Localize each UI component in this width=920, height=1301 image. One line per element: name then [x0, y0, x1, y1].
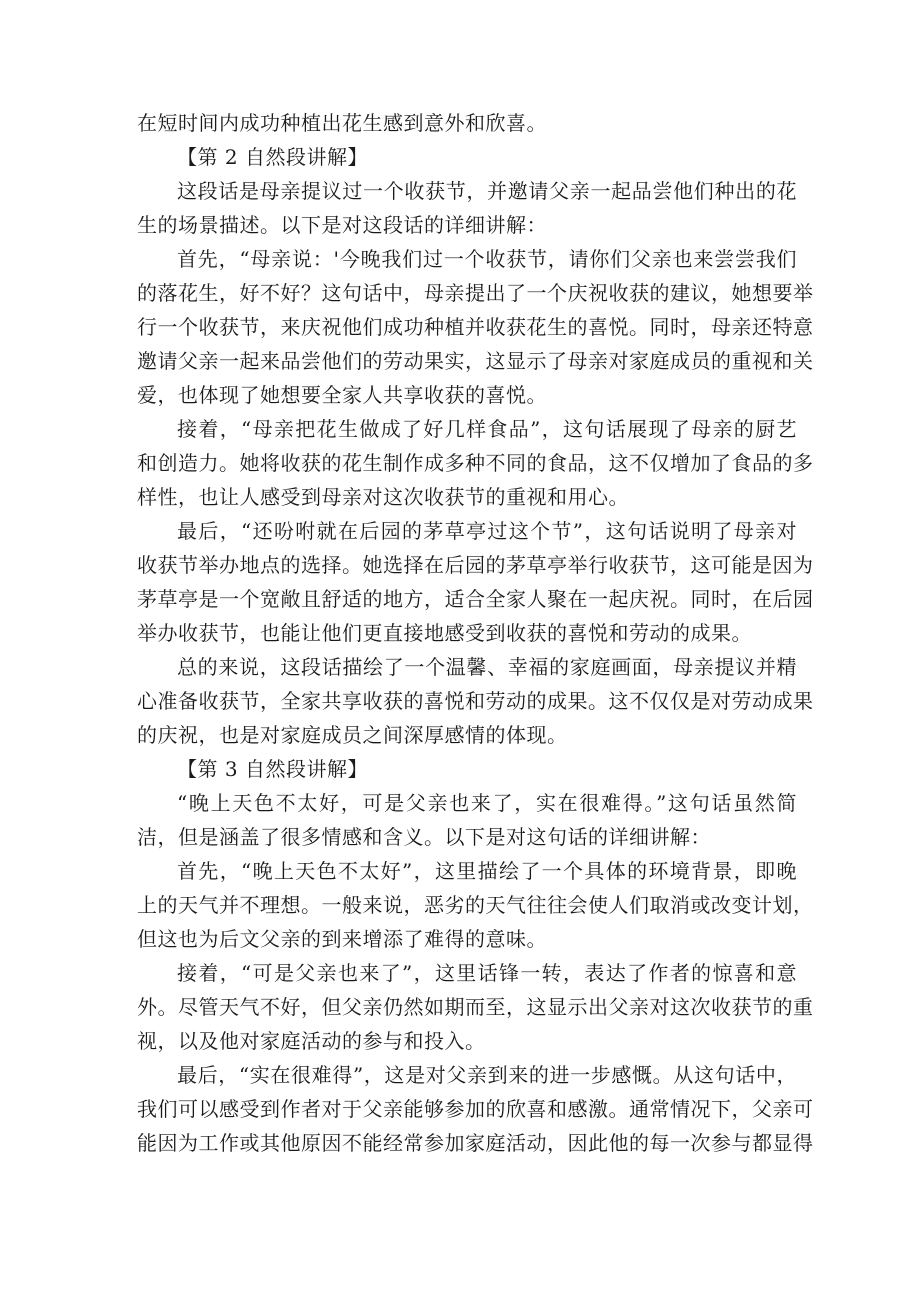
text-line: “晚上天色不太好，可是父亲也来了，实在很难得。”这句话虽然简 [177, 791, 797, 815]
text-line: 外。尽管天气不好，但父亲仍然如期而至，这显示出父亲对这次收获节的重 [137, 995, 814, 1019]
text-line: 上的天气并不理想。一般来说，恶劣的天气往往会使人们取消或改变计划， [137, 893, 814, 917]
text-line: 邀请父亲一起来品尝他们的劳动果实，这显示了母亲对家庭成员的重视和关 [137, 349, 814, 373]
text-line: 心准备收获节，全家共享收获的喜悦和劳动的成果。这不仅仅是对劳动成果 [137, 689, 814, 713]
section-heading [137, 752, 797, 786]
heading-text: 【第 2 自然段讲解】 [177, 145, 368, 169]
text-line: 茅草亭是一个宽敞且舒适的地方，适合全家人聚在一起庆祝。同时，在后园 [137, 587, 814, 611]
paragraph [137, 242, 814, 412]
text-line: 生的场景描述。以下是对这段话的详细讲解： [137, 213, 547, 237]
text-line: 我们可以感受到作者对于父亲能够参加的欣喜和感激。通常情况下，父亲可 [137, 1097, 814, 1121]
text-line: 这段话是母亲提议过一个收获节，并邀请父亲一起品尝他们种出的花 [177, 179, 797, 203]
text-line: 总的来说，这段话描绘了一个温馨、幸福的家庭画面，母亲提议并精 [177, 655, 797, 679]
paragraph [137, 412, 814, 514]
text-line: 首先，“晚上天色不太好”，这里描绘了一个具体的环境背景，即晚 [177, 859, 797, 883]
paragraph [137, 854, 814, 956]
paragraph [137, 786, 797, 854]
document-page [137, 106, 814, 1160]
heading-text: 【第 3 自然段讲解】 [177, 757, 368, 781]
text-line: 首先，“母亲说：'今晚我们过一个收获节，请你们父亲也来尝尝我们 [177, 247, 797, 271]
text-line: 洁，但是涵盖了很多情感和含义。以下是对这句话的详细讲解： [137, 825, 711, 849]
text-line: 能因为工作或其他原因不能经常参加家庭活动，因此他的每一次参与都显得 [137, 1131, 814, 1155]
paragraph [137, 174, 797, 242]
paragraph [137, 1058, 814, 1160]
text-line: 和创造力。她将收获的花生制作成多种不同的食品，这不仅增加了食品的多 [137, 451, 814, 475]
section-heading [137, 140, 797, 174]
text-line: 但这也为后文父亲的到来增添了难得的意味。 [137, 927, 547, 951]
text-line: 视，以及他对家庭活动的参与和投入。 [137, 1029, 486, 1053]
text-line: 爱，也体现了她想要全家人共享收获的喜悦。 [137, 383, 547, 407]
text-line: 最后，“实在很难得”，这是对父亲到来的进一步感慨。从这句话中， [177, 1063, 797, 1087]
paragraph [137, 514, 814, 650]
text-line: 行一个收获节，来庆祝他们成功种植并收获花生的喜悦。同时，母亲还特意 [137, 315, 814, 339]
text-line: 在短时间内成功种植出花生感到意外和欣喜。 [137, 111, 547, 135]
text-line: 收获节举办地点的选择。她选择在后园的茅草亭举行收获节，这可能是因为 [137, 553, 814, 577]
paragraph [137, 650, 814, 752]
text-line: 的落花生，好不好？这句话中，母亲提出了一个庆祝收获的建议，她想要举 [137, 281, 814, 305]
text-line: 接着，“可是父亲也来了”，这里话锋一转，表达了作者的惊喜和意 [177, 961, 797, 985]
text-line: 的庆祝，也是对家庭成员之间深厚感情的体现。 [137, 723, 568, 747]
paragraph [137, 956, 814, 1058]
paragraph [137, 106, 797, 140]
text-line: 样性，也让人感受到母亲对这次收获节的重视和用心。 [137, 485, 629, 509]
text-line: 举办收获节，也能让他们更直接地感受到收获的喜悦和劳动的成果。 [137, 621, 752, 645]
text-line: 接着，“母亲把花生做成了好几样食品”，这句话展现了母亲的厨艺 [177, 417, 797, 441]
text-line: 最后，“还吩咐就在后园的茅草亭过这个节”，这句话说明了母亲对 [177, 519, 797, 543]
